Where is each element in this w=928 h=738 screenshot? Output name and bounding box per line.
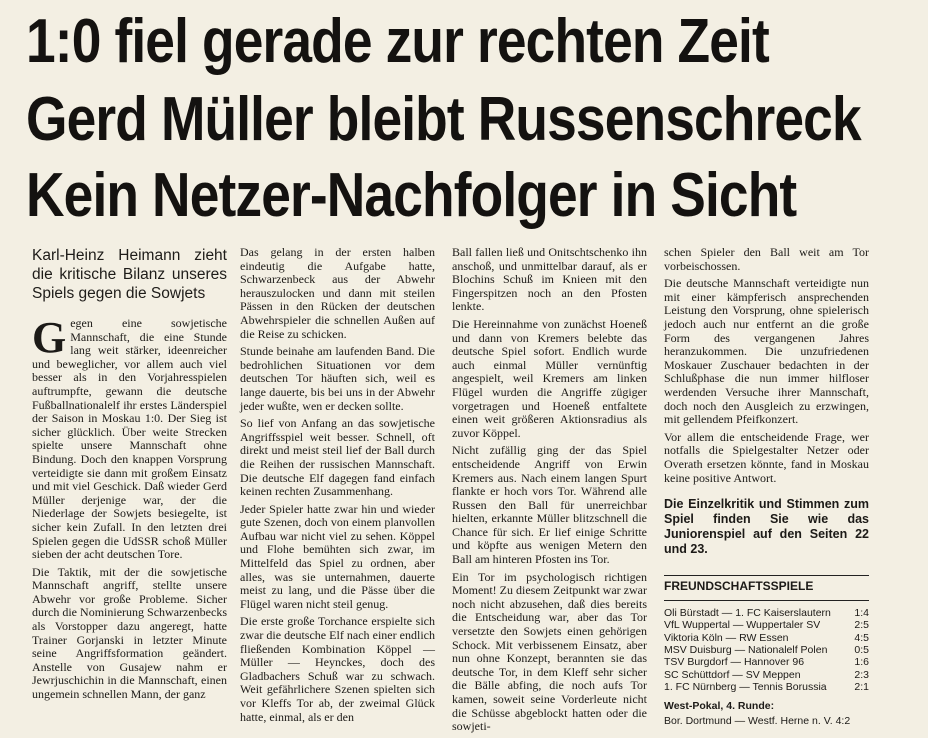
cup-round-title: West-Pokal, 4. Runde: xyxy=(664,699,775,712)
paragraph: Die erste große Torchance erspielte sich zwar die deutsche Elf nach einer endlich fließenden Kombination Köppel — Müller — Heynckes, doch des Gladbachers Schuß war zu schwach. Weit gefährlichere Szenen spielten sich vor Kleffs Tor ab, der zweimal Glück hatte, einmal, als er den xyxy=(240,614,435,724)
result-match: TSV Burgdorf — Hannover 96 xyxy=(664,656,805,669)
result-score: 2:5 xyxy=(854,619,869,632)
paragraph-text: egen eine sowjetische Mannschaft, die eine Stunde lang weit stärker, ideenreicher und beweglicher, vor allem auch viel besser als in den Vorjahresspielen auftrumpfte, gewann die deutsche Fußballnationalelf ihr erstes Länderspiel der Saison in Moskau 1:0. Der Sieg ist sicher glücklich. Über weite Strecken spielte unsere Mannschaft ohne Bindung. Doch den knappen Vorsprung verteidigte sie dann mit großem Einsatz und mit viel Geschick. Daß wieder Gerd Müller derjenige war, der die Niederlage der Sowjets besiegelte, ist sicher kein Zufall. In den letzten drei Spielen gegen die UdSSR schoß Müller sieben der acht deutschen Tore. xyxy=(32,316,227,562)
drop-cap: G xyxy=(32,313,67,362)
article-column-4 xyxy=(664,246,869,729)
paragraph: So lief von Anfang an das sowjetische Angriffsspiel weit besser. Schnell, oft direkt und meist steil lief der Ball durch die Reihen der russischen Mannschaft. Die deutsche Elf dagegen fand einfach keinen rechten Zusammenhang. xyxy=(240,416,435,499)
paragraph xyxy=(32,313,227,562)
result-score: 4:5 xyxy=(854,631,869,644)
result-score: 1:6 xyxy=(854,656,869,669)
divider xyxy=(664,600,869,601)
result-score: 1:4 xyxy=(854,606,869,619)
result-row xyxy=(664,681,869,693)
headline-line-2: Gerd Müller bleibt Russenschreck xyxy=(26,85,861,154)
paragraph: Jeder Spieler hatte zwar hin und wieder gute Szenen, doch von einem planvollen Aufbau war nicht viel zu sehen. Köppel und Flohe bemühten sich zwar, im Mittelfeld das Spiel zu ordnen, aber alles, was sie unternahmen, dauerte meist zu lang, und die Pässe über die Flügel waren nicht steil genug. xyxy=(240,501,435,611)
page-reference-note: Die Einzelkritik und Stimmen zum Spiel finden Sie wie das Juniorenspiel auf den Seiten 22 und 23. xyxy=(664,497,869,557)
article-column-1 xyxy=(32,246,227,706)
headline-line-1: 1:0 fiel gerade zur rechten Zeit xyxy=(26,7,769,76)
article-column-3 xyxy=(452,246,647,738)
result-score: 2:1 xyxy=(854,681,869,694)
article-column-2 xyxy=(240,246,435,728)
result-row xyxy=(664,656,869,668)
paragraph: Vor allem die entscheidende Frage, wer notfalls die Spielgestalter Netzer oder Overath ersetzen könnte, fand in Moskau keine positive Antwort. xyxy=(664,429,869,485)
results-list xyxy=(664,607,869,694)
result-row xyxy=(664,607,869,619)
paragraph: Stunde beinahe am laufenden Band. Die bedrohlichen Situationen vor dem deutschen Tor häuften sich, weil es lange dauerte, bis bei uns in der Abwehr jeder wußte, wen er decken sollte. xyxy=(240,344,435,413)
intro-deck: Karl-Heinz Heimann zieht die kritische Bilanz unseres Spiels gegen die Sowjets xyxy=(32,247,227,302)
result-match: SC Schüttdorf — SV Meppen xyxy=(664,668,801,681)
cup-result: Bor. Dortmund — Westf. Herne n. V. 4:2 xyxy=(664,715,851,728)
paragraph: Nicht zufällig ging der das Spiel entscheidende Angriff von Erwin Kremers aus. Nach einem langen Spurt flankte er hoch vors Tor. Während alle Russen den Ball für unerreichbar hielten, erkannte Müller blitzschnell die Chance für sich. Er lief einige Schritte und köpfte aus wenigen Metern den Ball am hinteren Pfosten ins Tor. xyxy=(452,443,647,567)
result-row xyxy=(664,619,869,631)
result-match: MSV Duisburg — Nationalelf Polen xyxy=(664,643,828,656)
friendly-matches-title: FREUNDSCHAFTSSPIELE xyxy=(664,579,814,594)
paragraph: Ball fallen ließ und Onitschtschenko ihn anschoß, und unmittelbar darauf, als er Blochins Schuß im Knieen mit den Fingerspitzen noch an den Pfosten lenkte. xyxy=(452,245,647,314)
result-match: VfL Wuppertal — Wuppertaler SV xyxy=(664,619,821,632)
paragraph: schen Spieler den Ball weit am Tor vorbeischossen. xyxy=(664,245,869,273)
result-match: Oli Bürstadt — 1. FC Kaiserslautern xyxy=(664,606,831,619)
result-row xyxy=(664,669,869,681)
result-score: 0:5 xyxy=(854,643,869,656)
result-row xyxy=(664,632,869,644)
paragraph: Die Hereinnahme von zunächst Hoeneß und dann von Kremers belebte das deutsche Spiel sofort. Endlich wurde auch einmal Müller vernünftig angespielt, weil Kremers am linken Flügel wurden die Angriffe zügiger vorgetragen und Hoeneß entfaltete einen weit größeren Aktionsradius als zuvor Köppel. xyxy=(452,316,647,440)
result-match: 1. FC Nürnberg — Tennis Borussia xyxy=(664,681,827,694)
paragraph: Ein Tor im psychologisch richtigen Moment! Zu diesem Zeitpunkt war zwar noch nicht abzusehen, daß dies bereits die Entscheidung war, aber das Tor versetzte den Sowjets einen gehörigen Schock. Mit verbissenem Einsatz, aber nun ohne Konzept, berannten sie das deutsche Tor, in dem Kleff sehr sicher die Bälle abfing, die noch aufs Tor kamen, soweit seine Vorderleute nicht die Schüsse abgeblockt hatten oder die sowjeti- xyxy=(452,569,647,734)
result-row xyxy=(664,644,869,656)
headline-line-3: Kein Netzer-Nachfolger in Sicht xyxy=(26,161,797,230)
paragraph: Das gelang in der ersten halben eindeutig die Aufgabe hatte, Schwarzenbeck aus der Abwehr herauszulocken und dann mit steilen Pässen in den Rücken der deutschen Abwehrspieler die schnellen Außen auf die Reise zu schicken. xyxy=(240,245,435,341)
paragraph: Die Taktik, mit der die sowjetische Mannschaft angriff, stellte unsere Abwehr vor große Probleme. Sicher durch die Nominierung Schwarzenbecks als Vorstopper dazu angeregt, hatte Trainer Gorjanski in letzter Minute seine Angriffsformation geändert. Anstelle von Gusajew nahm er Jewrjuschichin in die Mannschaft, einen ungemein schnellen Mann, der ganz xyxy=(32,564,227,702)
paragraph: Die deutsche Mannschaft verteidigte nun mit einer kämpferisch ansprechenden Leistung den Vorsprung, ohne spielerisch jedoch auch nur entfernt an die große Form des vergangenen Jahres heranzukommen. Die unzufriedenen Moskauer Zuschauer bedachten in der Schlußphase die nun immer hilfloser werdenden Versuche ihrer Mannschaft, doch noch den Ausgleich zu erzwingen, mit gellendem Pfeifkonzert. xyxy=(664,276,869,427)
result-score: 2:3 xyxy=(854,668,869,681)
result-match: Viktoria Köln — RW Essen xyxy=(664,631,789,644)
